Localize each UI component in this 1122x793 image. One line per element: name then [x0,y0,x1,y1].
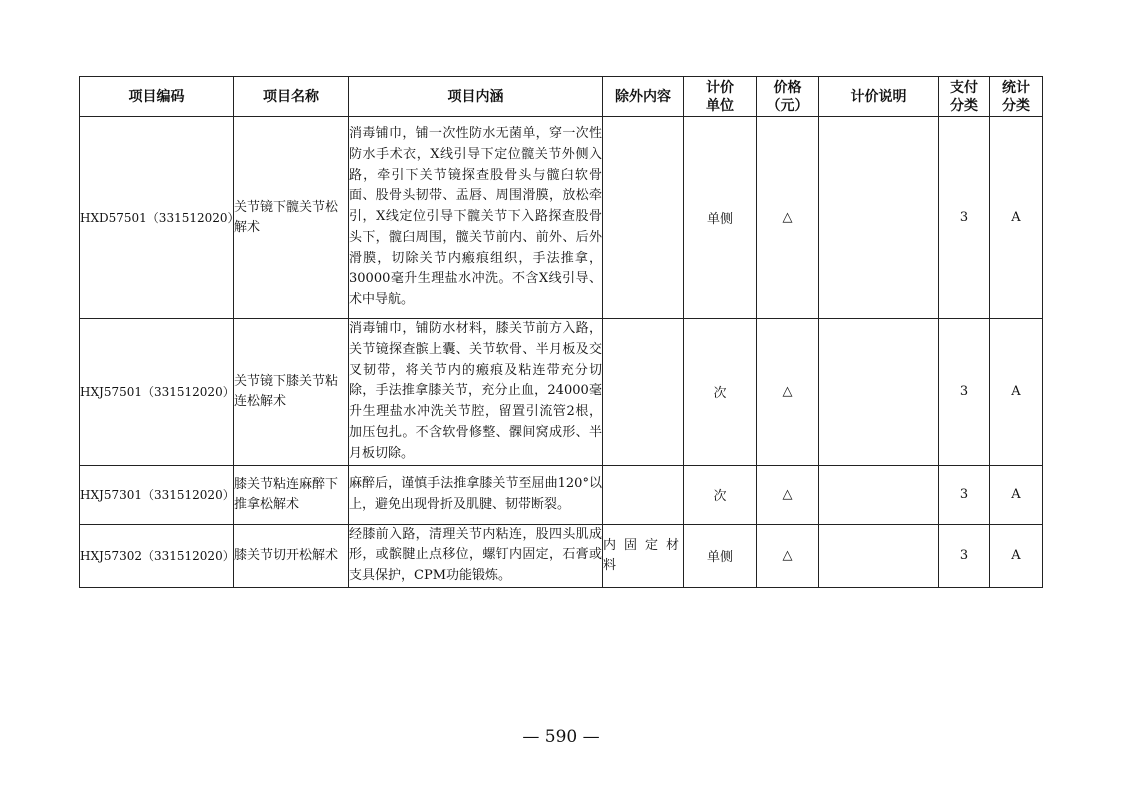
item-exclude: 内固定材料 [603,524,684,587]
header-note: 计价说明 [819,77,939,117]
item-pay-category: 3 [939,117,990,319]
item-unit: 次 [684,319,757,466]
item-content: 消毒铺巾，铺一次性防水无菌单，穿一次性防水手术衣，X线引导下定位髋关节外侧入路，牵引下关节镜探查股骨头与髋臼软骨面、股骨头韧带、盂唇、周围滑膜，放松牵引，X线定位引导下髋关节下入路探查股骨头下，髋臼周围，髋关节前内、前外、后外滑膜，切除关节内瘢痕组织，手法推拿，30000毫升生理盐水冲洗。不含X线引导、术中导航。 [349,117,603,319]
item-exclude [603,117,684,319]
item-exclude [603,465,684,524]
item-name: 膝关节切开松解术 [234,524,349,587]
table-row [80,465,1043,524]
item-note [819,319,939,466]
item-price: △ [757,465,819,524]
table-row [80,117,1043,319]
item-pay-category: 3 [939,465,990,524]
item-note [819,524,939,587]
item-stat-category: A [990,465,1043,524]
header-row [80,77,1043,117]
header-code: 项目编码 [80,77,234,117]
item-stat-category: A [990,117,1043,319]
item-unit: 单侧 [684,117,757,319]
item-pay-category: 3 [939,524,990,587]
item-exclude [603,319,684,466]
item-name: 关节镜下髋关节松解术 [234,117,349,319]
item-content: 麻醉后，谨慎手法推拿膝关节至屈曲120°以上，避免出现骨折及肌腱、韧带断裂。 [349,465,603,524]
header-price: 价格 （元） [757,77,819,117]
header-exclude: 除外内容 [603,77,684,117]
item-stat-category: A [990,319,1043,466]
price-table [79,76,1043,588]
header-unit: 计价 单位 [684,77,757,117]
header-name: 项目名称 [234,77,349,117]
page-number: — 590 — [522,727,600,747]
item-note [819,465,939,524]
item-content: 经膝前入路，清理关节内粘连，股四头肌成形，或髌腱止点移位，螺钉内固定，石膏或支具保护，CPM功能锻炼。 [349,524,603,587]
item-code: HXJ57302（331512020） [80,524,234,587]
item-unit: 次 [684,465,757,524]
item-name: 膝关节粘连麻醉下推拿松解术 [234,465,349,524]
item-code: HXD57501（331512020） [80,117,234,319]
item-price: △ [757,117,819,319]
item-code: HXJ57301（331512020） [80,465,234,524]
header-content: 项目内涵 [349,77,603,117]
item-pay-category: 3 [939,319,990,466]
item-note [819,117,939,319]
item-stat-category: A [990,524,1043,587]
table-row [80,524,1043,587]
header-stat-category: 统计 分类 [990,77,1043,117]
item-unit: 单侧 [684,524,757,587]
header-pay-category: 支付 分类 [939,77,990,117]
item-price: △ [757,319,819,466]
item-code: HXJ57501（331512020） [80,319,234,466]
item-name: 关节镜下膝关节粘连松解术 [234,319,349,466]
table-row [80,319,1043,466]
item-price: △ [757,524,819,587]
item-content: 消毒铺巾，铺防水材料，膝关节前方入路，关节镜探查髌上囊、关节软骨、半月板及交叉韧带，将关节内的瘢痕及粘连带充分切除，手法推拿膝关节，充分止血，24000毫升生理盐水冲洗关节腔，留置引流管2根，加压包扎。不含软骨修整、髁间窝成形、半月板切除。 [349,319,603,466]
